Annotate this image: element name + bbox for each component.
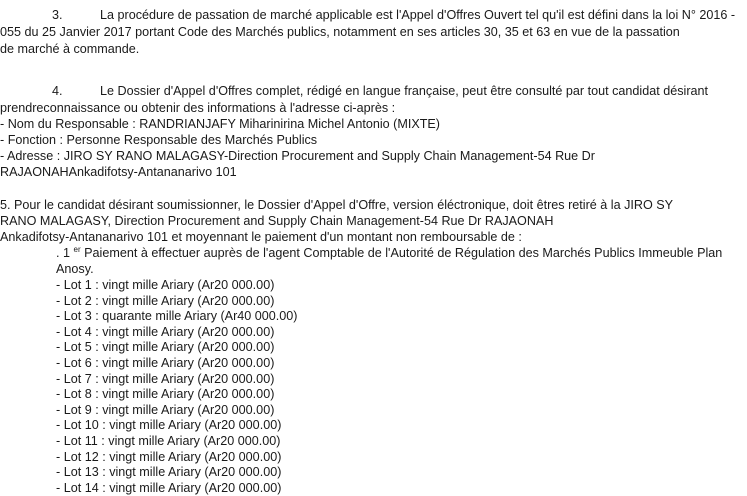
lot-item: - Lot 8 : vingt mille Ariary (Ar20 000.00) bbox=[56, 387, 275, 402]
lot-item: - Lot 1 : vingt mille Ariary (Ar20 000.00) bbox=[56, 278, 275, 292]
responsable-line: - Nom du Responsable : RANDRIANJAFY Miharinirina Michel Antonio (MIXTE) bbox=[0, 117, 440, 131]
payment-number: . 1 bbox=[56, 246, 71, 260]
lot-item: - Lot 7 : vingt mille Ariary (Ar20 000.00) bbox=[56, 371, 275, 386]
paragraph-text-line: Le Dossier d'Appel d'Offres complet, rédigé en langue française, peut être consulté par tout candidat désirant bbox=[100, 84, 709, 98]
lot-item: - Lot 5 : vingt mille Ariary (Ar20 000.00) bbox=[56, 340, 275, 355]
paragraph-number: 4. bbox=[52, 84, 63, 98]
lot-item: - Lot 4 : vingt mille Ariary (Ar20 000.00) bbox=[56, 324, 275, 339]
paragraph-number: 3. bbox=[52, 8, 63, 22]
lot-item: - Lot 13 : vingt mille Ariary (Ar20 000.00) bbox=[56, 465, 282, 480]
paragraph-text-line: Ankadifotsy-Antananarivo 101 et moyennant le paiement d'un montant non remboursable de : bbox=[0, 230, 522, 244]
lot-item: - Lot 11 : vingt mille Ariary (Ar20 000.00) bbox=[56, 434, 281, 448]
lot-item: - Lot 9 : vingt mille Ariary (Ar20 000.00) bbox=[56, 402, 275, 417]
paragraph-text-line: RANO MALAGASY, Direction Procurement and Supply Chain Management-54 Rue Dr RAJAONAH bbox=[0, 214, 554, 228]
paragraph-text-line: 055 du 25 Janvier 2017 portant Code des Marchés publics, notamment en ses articles 30, 35 et 63 en vue de la passation bbox=[0, 25, 680, 39]
fonction-line: - Fonction : Personne Responsable des Marchés Publics bbox=[0, 133, 318, 147]
paragraph-text-line: La procédure de passation de marché applicable est l'Appel d'Offres Ouvert tel qu'il est défini dans la loi N° 2016 - bbox=[100, 8, 736, 22]
payment-line bbox=[56, 245, 722, 261]
lot-item: - Lot 10 : vingt mille Ariary (Ar20 000.00) bbox=[56, 418, 282, 433]
lot-item: - Lot 6 : vingt mille Ariary (Ar20 000.00) bbox=[56, 356, 275, 370]
lot-item: - Lot 2 : vingt mille Ariary (Ar20 000.00) bbox=[56, 293, 275, 308]
payment-text: Paiement à effectuer auprès de l'agent Comptable de l'Autorité de Régulation des Marchés Publics Immeuble Plan bbox=[80, 246, 723, 260]
adresse-line: - Adresse : JIRO SY RANO MALAGASY-Direction Procurement and Supply Chain Management-54 Rue Dr bbox=[0, 149, 595, 163]
paragraph-text-line: Anosy. bbox=[56, 262, 94, 276]
paragraph-text-line: prendreconnaissance ou obtenir des informations à l'adresse ci-après : bbox=[0, 101, 396, 115]
lot-item: - Lot 14 : vingt mille Ariary (Ar20 000.00) bbox=[56, 480, 282, 495]
lot-item: - Lot 12 : vingt mille Ariary (Ar20 000.00) bbox=[56, 449, 282, 464]
paragraph-text-line: 5. Pour le candidat désirant soumissionner, le Dossier d'Appel d'Offre, version éléctronique, doit êtres retiré à la JIRO SY bbox=[0, 198, 674, 212]
lot-item: - Lot 3 : quarante mille Ariary (Ar40 000.00) bbox=[56, 309, 298, 324]
adresse-line: RAJAONAHAnkadifotsy-Antananarivo 101 bbox=[0, 165, 237, 179]
payment-superscript: er bbox=[73, 244, 81, 254]
paragraph-text-line: de marché à commande. bbox=[0, 42, 140, 56]
